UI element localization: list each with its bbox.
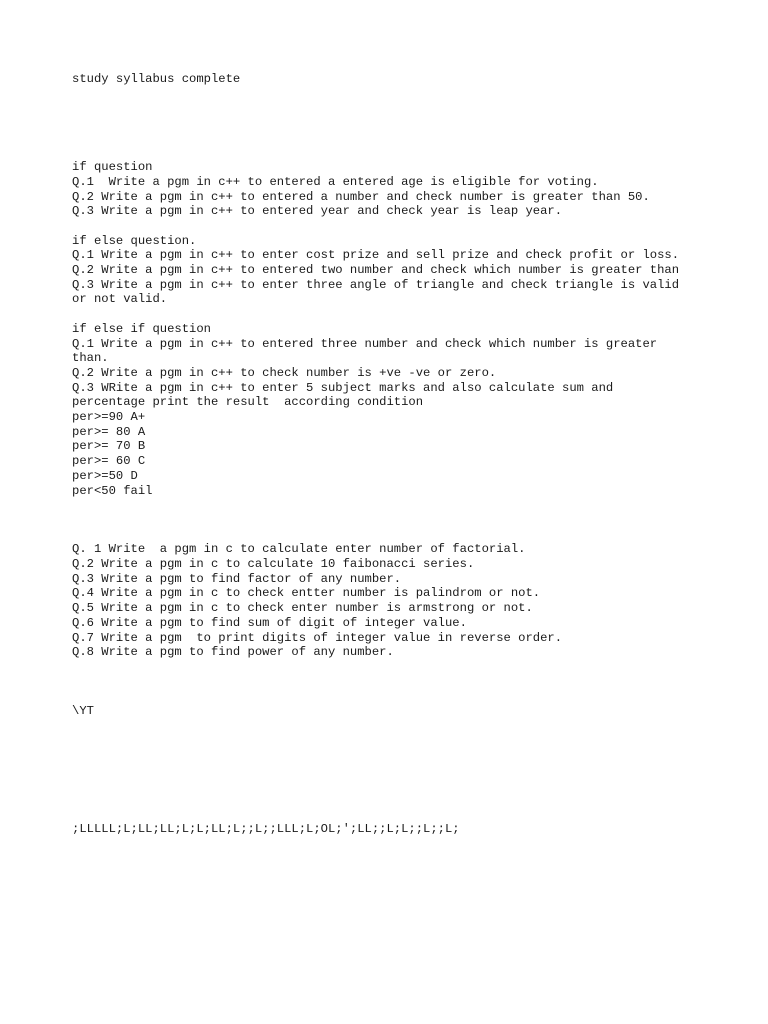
text-line — [72, 748, 752, 763]
text-line: Q. 1 Write a pgm in c to calculate enter number of factorial. — [72, 542, 526, 557]
text-line: or not valid. — [72, 292, 168, 307]
text-line: Q.2 Write a pgm in c to calculate 10 faibonacci series. — [72, 557, 475, 572]
text-line: per>=90 A+ — [72, 410, 146, 425]
text-line: Q.5 Write a pgm in c to check enter number is armstrong or not. — [72, 601, 533, 616]
text-line — [72, 807, 752, 822]
text-line: study syllabus complete — [72, 72, 241, 86]
text-line: per>=50 D — [72, 468, 138, 483]
text-line — [72, 307, 752, 322]
text-line — [72, 689, 752, 704]
text-line: Q.8 Write a pgm to find power of any number. — [72, 645, 394, 660]
text-line: Q.1 Write a pgm in c++ to entered a entered age is eligible for voting. — [72, 174, 599, 189]
text-line — [72, 763, 752, 778]
text-line — [72, 498, 752, 513]
text-line: Q.3 Write a pgm in c++ to entered year and check year is leap year. — [72, 204, 563, 219]
text-line: per>= 70 B — [72, 439, 146, 454]
text-line — [72, 131, 752, 146]
text-line: if else question. — [72, 233, 197, 248]
text-line: if else if question — [72, 321, 211, 336]
text-line — [72, 528, 752, 543]
text-line — [72, 513, 752, 528]
document-body — [72, 72, 752, 836]
text-line: than. — [72, 351, 109, 366]
text-line: Q.3 Write a pgm in c++ to enter three angle of triangle and check triangle is valid — [72, 277, 680, 292]
text-line — [72, 145, 752, 160]
text-line: per>= 60 C — [72, 454, 146, 469]
text-line: Q.3 WRite a pgm in c++ to enter 5 subject marks and also calculate sum and — [72, 380, 614, 395]
text-line: Q.2 Write a pgm in c++ to entered a number and check number is greater than 50. — [72, 189, 650, 204]
text-line — [72, 777, 752, 792]
text-line: Q.3 Write a pgm to find factor of any number. — [72, 571, 402, 586]
text-line: Q.6 Write a pgm to find sum of digit of integer value. — [72, 615, 467, 630]
text-line — [72, 792, 752, 807]
text-line — [72, 101, 752, 116]
text-line — [72, 87, 752, 102]
text-line: Q.7 Write a pgm to print digits of integer value in reverse order. — [72, 630, 563, 645]
text-line: ;LLLLL;L;LL;LL;L;L;LL;L;;L;;LLL;L;OL;';LL;;L;L;;L;;L; — [72, 821, 460, 836]
text-line: Q.2 Write a pgm in c++ to entered two number and check which number is greater than — [72, 263, 680, 278]
text-line: \YT — [72, 704, 94, 719]
text-line: Q.4 Write a pgm in c to check entter number is palindrom or not. — [72, 586, 541, 601]
text-line — [72, 116, 752, 131]
text-line — [72, 660, 752, 675]
text-line: per<50 fail — [72, 483, 153, 498]
text-line — [72, 719, 752, 734]
text-line — [72, 219, 752, 234]
text-line: Q.2 Write a pgm in c++ to check number is +ve -ve or zero. — [72, 365, 497, 380]
text-line: per>= 80 A — [72, 424, 146, 439]
text-line: percentage print the result according condition — [72, 395, 424, 410]
text-line — [72, 675, 752, 690]
text-line: Q.1 Write a pgm in c++ to enter cost prize and sell prize and check profit or loss. — [72, 248, 680, 263]
text-line — [72, 733, 752, 748]
text-line: if question — [72, 160, 153, 175]
text-line: Q.1 Write a pgm in c++ to entered three number and check which number is greater — [72, 336, 658, 351]
